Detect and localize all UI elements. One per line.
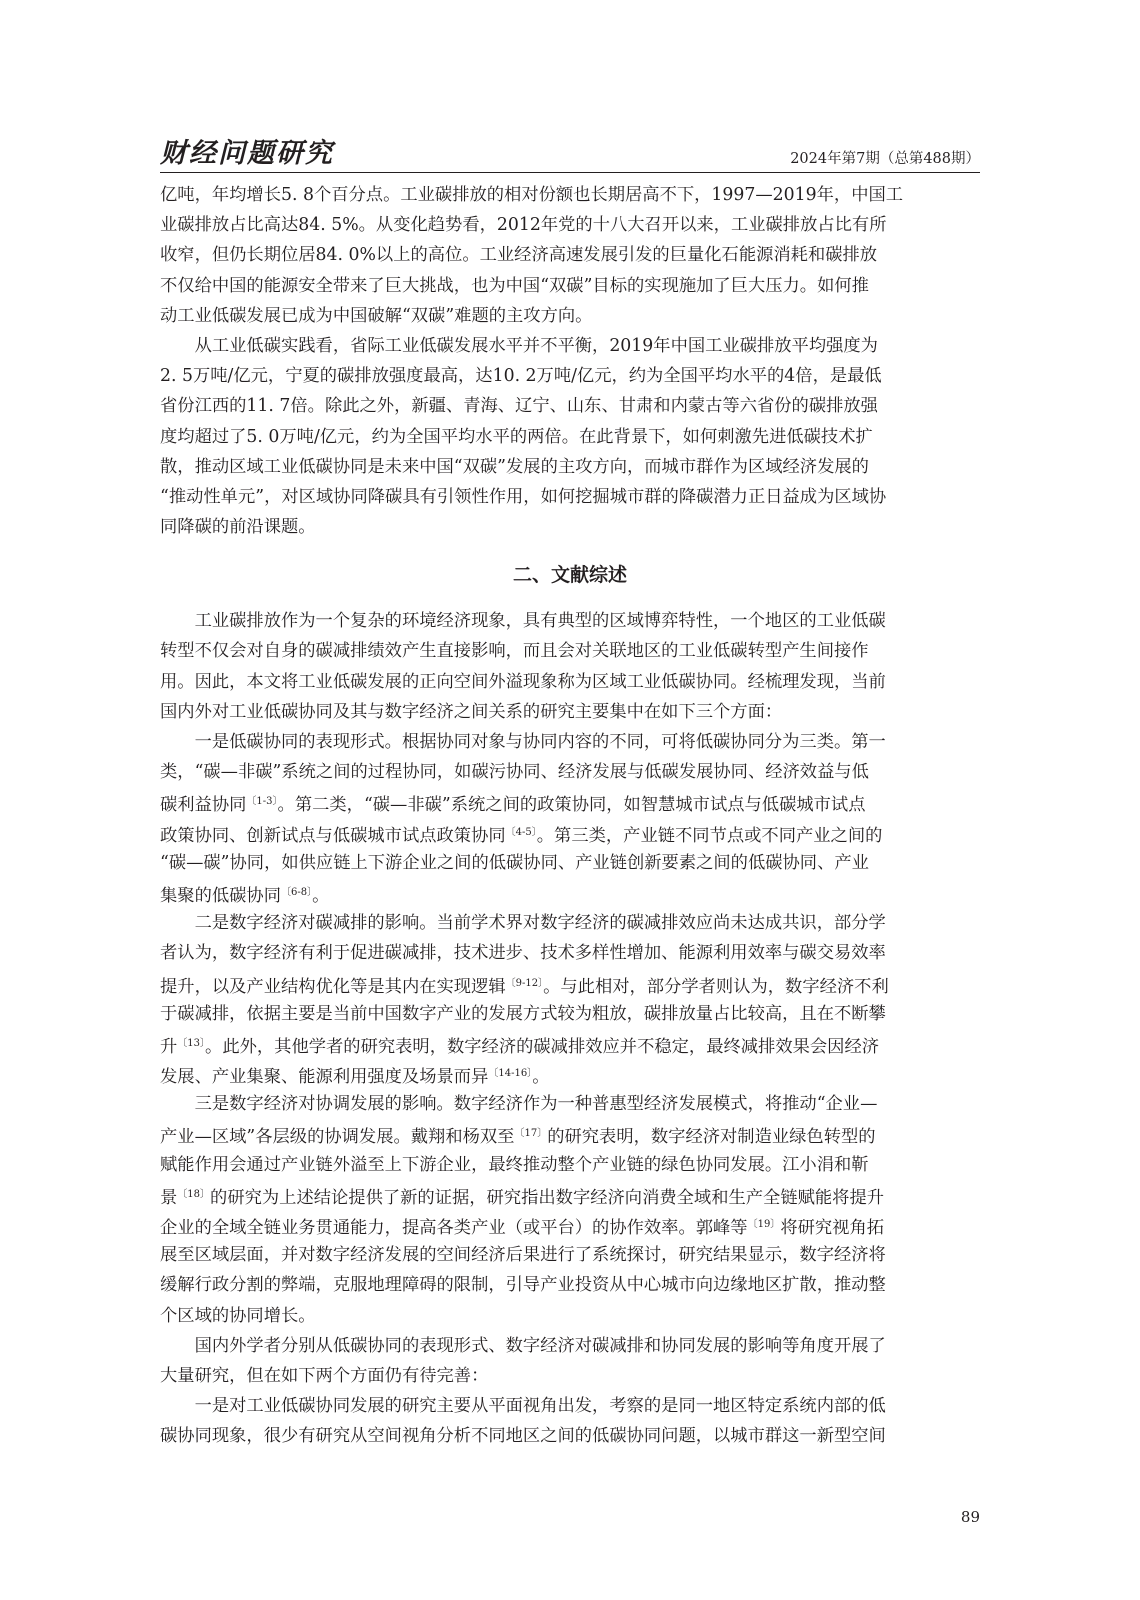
issue-info: 2024年第7期（总第488期） [790,150,980,167]
citation-ref: 〔13〕 [177,1037,206,1049]
text-line: 发展、产业集聚、能源利用强度及场景而异$^{〔14-16〕}$。 [160,1067,550,1088]
citation-ref: 〔9-12〕 [505,977,544,989]
text-line: 亿吨，年均增长5. 8个百分点。工业碳排放的相对份额也长期居高不下，1997—2019年，中国工 [160,185,904,205]
text-line: 2. 5万吨/亿元，宁夏的碳排放强度最高，达10. 2万吨/亿元，约为全国平均水平的4倍，是最低 [160,366,882,387]
paragraphs-before-section [160,180,980,542]
citation-ref: 〔4-5〕 [505,826,537,838]
text-line: 赋能作用会通过产业链外溢至上下游企业，最终推动整个产业链的绿色协同发展。江小涓和靳 [160,1154,869,1175]
text-line: 碳协同现象，很少有研究从空间视角分析不同地区之间的低碳协同问题，以城市群这一新型空间 [160,1426,886,1447]
text-line: 同降碳的前沿课题。 [160,517,316,538]
article-body [160,180,980,1452]
text-line: 收窄，但仍长期位居84. 0%以上的高位。工业经济高速发展引发的巨量化石能源消耗和碳排放 [160,245,878,266]
text-line: 升$^{〔13〕}$。此外，其他学者的研究表明，数字经济的碳减排效应并不稳定，最终减排效果会因经济 [160,1036,880,1057]
paragraph [160,331,980,542]
paragraph [160,606,980,727]
text-line: 一是低碳协同的表现形式。根据协同对象与协同内容的不同，可将低碳协同分为三类。第一 [160,732,886,752]
journal-title: 财经问题研究 [160,138,334,169]
text-line: 用。因此，本文将工业低碳发展的正向空间外溢现象称为区域工业低碳协同。经梳理发现，当前 [160,671,886,692]
text-line: 国内外学者分别从低碳协同的表现形式、数字经济对碳减排和协同发展的影响等角度开展了 [160,1335,886,1356]
text-line: 动工业低碳发展已成为中国破解“双碳”难题的主攻方向。 [160,305,593,326]
text-line: “推动性单元”，对区域协同降碳具有引领性作用，如何挖掘城市群的降碳潜力正日益成为区域协 [160,486,887,507]
text-line: 不仅给中国的能源安全带来了巨大挑战，也为中国“双碳”目标的实现施加了巨大压力。如何推 [160,275,869,296]
citation-ref: 〔17〕 [514,1128,548,1140]
paragraph [160,1391,980,1451]
text-line: 于碳减排，依据主要是当前中国数字产业的发展方式较为粗放，碳排放量占比较高，且在不断攀 [160,1003,886,1024]
text-line: 集聚的低碳协同$^{〔6-8〕}$。 [160,885,330,906]
text-line: 提升，以及产业结构优化等是其内在实现逻辑$^{〔9-12〕}$。与此相对，部分学者则认为，数字经济不利 [160,976,889,997]
citation-ref: 〔6-8〕 [280,886,313,898]
paragraph [160,908,980,1089]
page-number: 89 [960,1508,980,1526]
text-line: 工业碳排放作为一个复杂的环境经济现象，具有典型的区域博弈特性，一个地区的工业低碳 [160,611,886,632]
text-line: 类，“碳—非碳”系统之间的过程协同，如碳污协同、经济发展与低碳发展协同、经济效益与低 [160,762,869,783]
text-line: 缓解行政分割的弊端，克服地理障碍的限制，引导产业投资从中心城市向边缘地区扩散，推动整 [160,1275,886,1296]
section-title: 二、文献综述 [512,564,627,587]
paragraph [160,1089,980,1331]
text-line: 大量研究，但在如下两个方面仍有待完善： [160,1365,489,1386]
running-header [160,136,980,173]
paragraph [160,1331,980,1391]
citation-ref: 〔19〕 [747,1219,781,1230]
paragraph [160,180,980,331]
citation-ref: 〔1-3〕 [246,796,278,808]
text-line: 企业的全域全链业务贯通能力，提高各类产业（或平台）的协作效率。郭峰等$^{〔19〕}$将研究视角拓 [160,1218,885,1238]
text-line: 二是数字经济对碳减排的影响。当前学术界对数字经济的碳减排效应尚未达成共识，部分学 [160,913,886,934]
text-line: 者认为，数字经济有利于促进碳减排，技术进步、技术多样性增加、能源利用效率与碳交易效率 [160,943,886,964]
text-line: 展至区域层面，并对数字经济发展的空间经济后果进行了系统探讨，研究结果显示，数字经济将 [160,1245,886,1266]
text-line: 转型不仅会对自身的碳减排绩效产生直接影响，而且会对关联地区的工业低碳转型产生间接作 [160,641,869,662]
text-line: 政策协同、创新试点与低碳城市试点政策协同$^{〔4-5〕}$。第三类，产业链不同节点或不同产业之间的 [160,825,883,846]
citation-ref: 〔14-16〕 [488,1068,533,1080]
citation-ref: 〔18〕 [177,1188,211,1200]
text-line: 省份江西的11. 7倍。除此之外，新疆、青海、辽宁、山东、甘肃和内蒙古等六省份的碳排放强 [160,396,878,417]
text-line: 个区域的协同增长。 [160,1305,316,1326]
text-line: 散，推动区域工业低碳协同是未来中国“双碳”发展的主攻方向，而城市群作为区域经济发展的 [160,456,869,477]
text-line: “碳—碳”协同，如供应链上下游企业之间的低碳协同、产业链创新要素之间的低碳协同、产业 [160,852,869,873]
text-line: 国内外对工业低碳协同及其与数字经济之间关系的研究主要集中在如下三个方面： [160,701,783,722]
text-line: 产业—区域”各层级的协调发展。戴翔和杨双至$^{〔17〕}$的研究表明，数字经济对制造业绿色转型的 [160,1127,876,1148]
text-line: 一是对工业低碳协同发展的研究主要从平面视角出发，考察的是同一地区特定系统内部的低 [160,1396,886,1417]
text-line: 碳利益协同$^{〔1-3〕}$。第二类，“碳—非碳”系统之间的政策协同，如智慧城市试点与低碳城市试点 [160,795,866,816]
text-line: 三是数字经济对协调发展的影响。数字经济作为一种普惠型经济发展模式，将推动“企业— [160,1094,878,1115]
text-line: 度均超过了5. 0万吨/亿元，约为全国平均水平的两倍。在此背景下，如何刺激先进低碳技术扩 [160,426,873,447]
text-line: 景$^{〔18〕}$的研究为上述结论提供了新的证据，研究指出数字经济向消费全域和生产全链赋能将提升 [160,1187,885,1208]
paragraphs-after-section [160,606,980,1451]
paragraph [160,727,980,908]
text-line: 从工业低碳实践看，省际工业低碳发展水平并不平衡，2019年中国工业碳排放平均强度为 [160,335,878,356]
text-line: 业碳排放占比高达84. 5%。从变化趋势看，2012年党的十八大召开以来，工业碳排放占比有所 [160,215,887,236]
